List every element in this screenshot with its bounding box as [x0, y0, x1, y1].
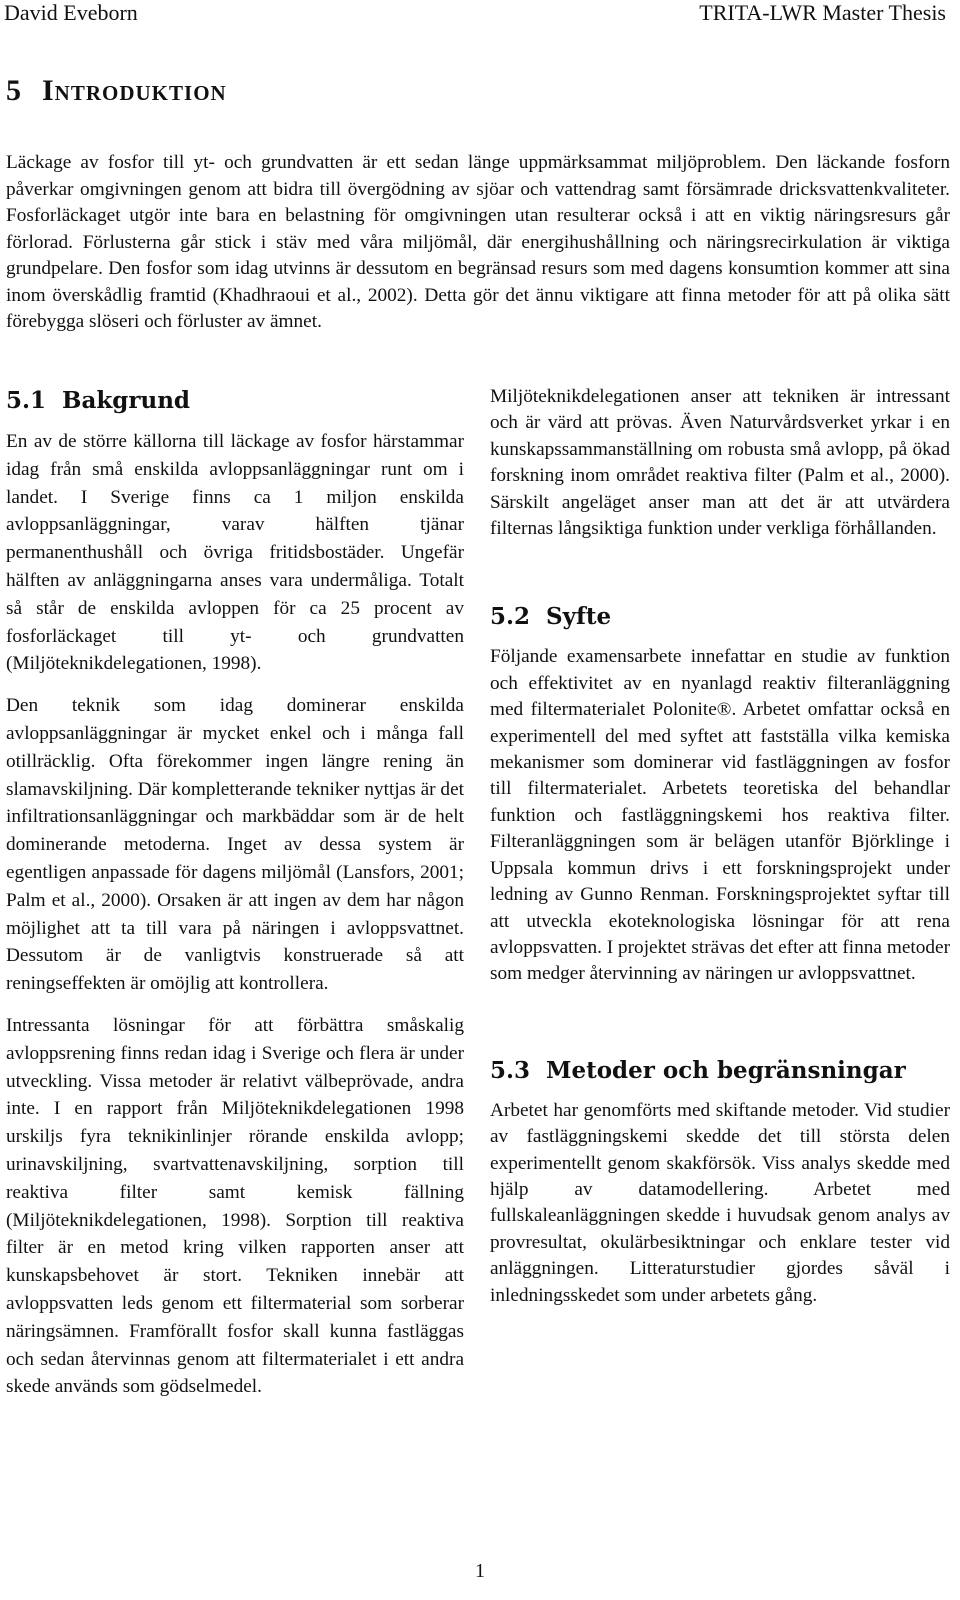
bakgrund-paragraph-3: Intressanta lösningar för att förbättra småskalig avloppsrening finns redan idag i Sverige och flera är under utveckling. Vissa metoder är relativt välbeprövade, andra inte. I en rapport från Miljöteknikdelegationen 1998 urskiljs fyra teknikinlinjer rörande enskilda avlopp; urinavskiljning, svartvattenavskiljning, sorption till reaktiva filter samt kemisk fällning (Miljöteknikdelegationen, 1998). Sorption till reaktiva filter är en metod kring vilken rapporten anser att kunskapsbehovet är stort. Tekniken innebär att avloppsvatten leds genom ett filtermaterial som sorberar näringsämnen. Framförallt fosfor skall kunna fastläggas och sedan återvinnas genom att filtermaterialet i ett andra skede används som gödselmedel.: [6, 1014, 464, 1398]
section-5-2-title: Syfte: [546, 603, 612, 631]
section-5-1-title: Bakgrund: [62, 387, 191, 414]
header-author: David Eveborn: [4, 0, 138, 25]
section-5-1-number: 5.1: [6, 387, 47, 414]
bakgrund-paragraph-1: En av de större källorna till läckage av fosfor härstammar idag från små enskilda avloppsanläggningar runt om i landet. I Sverige finns ca 1 miljon enskilda avloppsanläggningar, varav hälften tjänar permanenthushåll och övriga fritidsbostäder. Ungefär hälften av anläggningarna anses vara undermåliga. Totalt så står de enskilda avloppen för ca 25 procent av fosforläckaget till yt- och grundvatten (Miljöteknikdelegationen, 1998).: [6, 431, 464, 675]
section-5-3-number: 5.3: [490, 1056, 531, 1084]
section-5-2-number: 5.2: [490, 603, 531, 631]
left-column: [6, 384, 464, 1415]
intro-paragraph: Läckage av fosfor till yt- och grundvatten är ett sedan länge uppmärksammat miljöproblem. Den läckande fosforn påverkar omgivningen genom att bidra till övergödning av sjöar och vattendrag samt försämrade dricksvattenkvaliteter. Fosforläckaget utgör inte bara en belastning för omgivningen utan resulterar också i att en viktig näringsresurs går förlorad. Förlusterna går stick i stäv med våra miljömål, där energihushållning och näringsrecirkulation är viktiga grundpelare. Den fosfor som idag utvinns är dessutom en begränsad resurs som med dagens konsumtion kommer att sina inom överskådlig framtid (Khadhraoui et al., 2002). Detta gör det ännu viktigare att finna metoder för att på olika sätt förebygga slöseri och förluster av ämnet.: [6, 152, 950, 332]
section-5-1-heading: [6, 384, 464, 428]
section-5-3-title: Metoder och begränsningar: [546, 1056, 906, 1084]
bakgrund-paragraph-2: Den teknik som idag dominerar enskilda avloppsanläggningar är mycket enkel och i många fall otillräcklig. Ofta förekommer ingen längre rening än slamavskiljning. Där kompletterande tekniker nyttjas är det infiltrationsanläggningar och markbäddar som är de helt dominerande metoderna. Inget av dessa system är egentligen anpassade för dagens miljömål (Lansfors, 2001; Palm et al., 2000). Orsaken är att ingen av dem har någon möjlighet att ta till vara på näringen i avloppsvattnet. Dessutom är de vanligtvis konstruerade så att reningseffekten är omöjlig att kontrollera.: [6, 695, 464, 995]
chapter-heading: [6, 74, 227, 108]
page-header: [0, 0, 960, 26]
chapter-number: 5: [6, 74, 22, 107]
metoder-paragraph: Arbetet har genomförts med skiftande metoder. Vid studier av fastläggningskemi skedde det till största delen experimentellt genom skakförsök. Viss analys skedde med hjälp av datamodellering. Arbetet med fullskaleanläggningen skedde i huvudsak genom analys av provresultat, okulärbesiktningar och enklare tester vid anläggningen. Litteraturstudier gjordes såväl i inledningsskedet som under arbetets gång.: [490, 1099, 950, 1306]
header-series: TRITA-LWR Master Thesis: [699, 0, 946, 25]
section-5-2-heading: [490, 600, 950, 644]
page-number: 1: [475, 1560, 485, 1582]
bakgrund-continuation: Miljöteknikdelegationen anser att tekniken är intressant och är värd att prövas. Även Naturvårdsverket yrkar i en kunskapssammanställning om robusta små avlopp, på ökad forskning inom området reaktiva filter (Palm et al., 2000). Särskilt angeläget anser man att det är att utvärdera filternas långsiktiga funktion under verkliga förhållanden.: [490, 386, 950, 540]
syfte-paragraph: Följande examensarbete innefattar en studie av funktion och effektivitet av en nyanlagd reaktiv filteranläggning med filtermaterialet Polonite®. Arbetet omfattar också en experimentell del med syftet att fastställa vilka kemiska mekanismer som dominerar vid fastläggningen av fosfor till filtermaterialet. Arbetets teoretiska del behandlar funktion och fastläggningskemi hos reaktiva filter. Filteranläggningen som är belägen utanför Björklinge i Uppsala kommun drivs i ett forskningsprojekt under ledning av Gunno Renman. Forskningsprojektet syftar till att utveckla ekoteknologiska lösningar för att rena avloppsvatten. I projektet strävas det efter att finna metoder som medger återvinning av näringen ur avloppsvattnet.: [490, 646, 950, 985]
section-5-3-heading: [490, 1054, 950, 1098]
right-column: [490, 384, 950, 1323]
chapter-title: Introduktion: [42, 74, 227, 107]
